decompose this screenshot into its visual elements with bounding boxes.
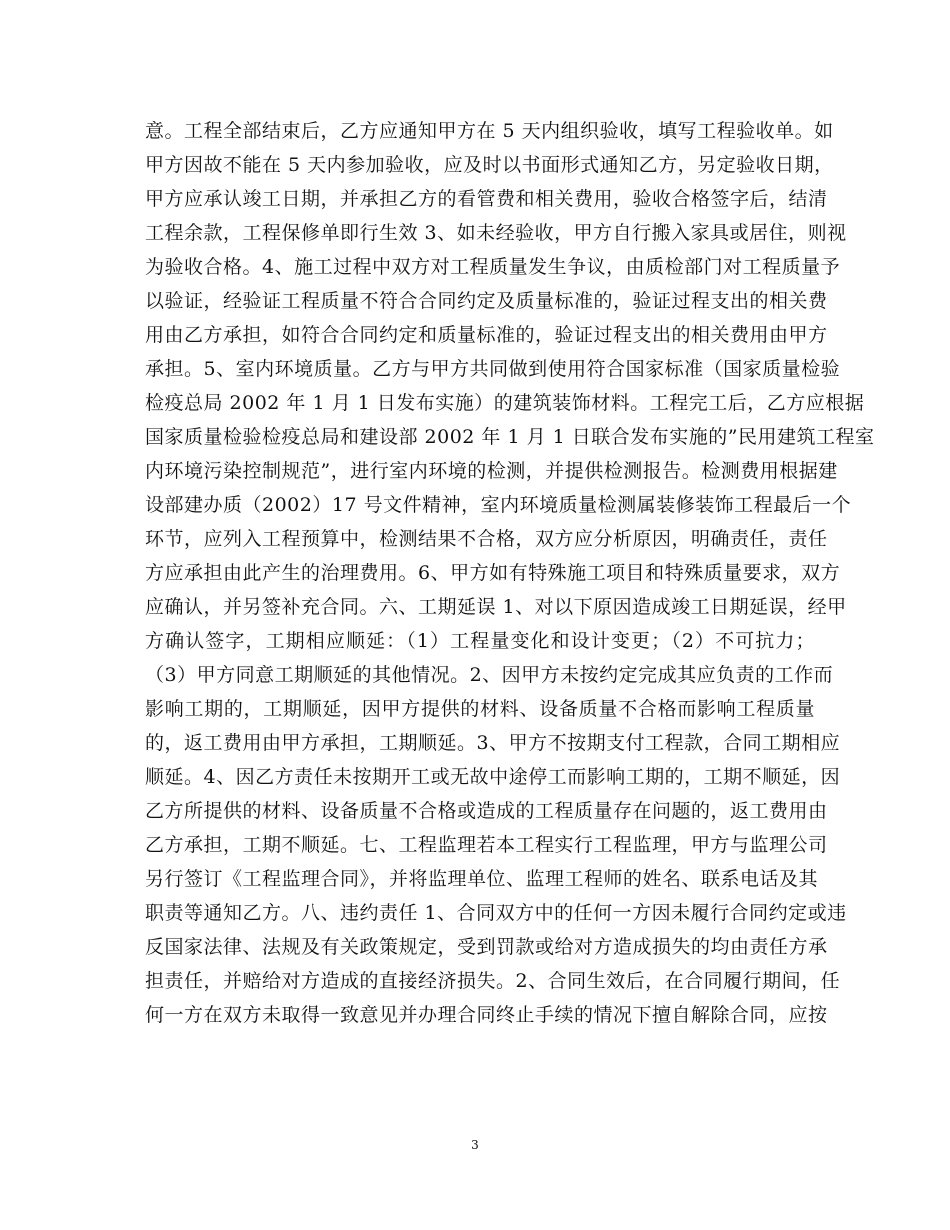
- text-line: 另行签订《工程监理合同》，并将监理单位、监理工程师的姓名、联系电话及其: [145, 868, 819, 890]
- text-line: 乙方所提供的材料、设备质量不合格或造成的工程质量存在问题的，返工费用由: [145, 800, 828, 822]
- body-text: [145, 114, 875, 1032]
- text-line: 职责等通知乙方。八、违约责任 1、合同双方中的任何一方因未履行合同约定或违: [145, 902, 847, 924]
- text-line: 甲方因故不能在 5 天内参加验收，应及时以书面形式通知乙方，另定验收日期，: [145, 154, 834, 176]
- text-line: 影响工期的，工期顺延，因甲方提供的材料、设备质量不合格而影响工程质量: [145, 698, 815, 720]
- text-line: 担责任，并赔给对方造成的直接经济损失。2、合同生效后，在合同履行期间，任: [145, 970, 841, 992]
- text-line: 甲方应承认竣工日期，并承担乙方的看管费和相关费用，验收合格签字后，结清: [145, 188, 828, 210]
- text-line: 设部建办质（2002）17 号文件精神，室内环境质量检测属装修装饰工程最后一个: [145, 494, 852, 516]
- text-line: 乙方承担，工期不顺延。七、工程监理若本工程实行工程监理，甲方与监理公司: [145, 834, 828, 856]
- text-line: 意。工程全部结束后，乙方应通知甲方在 5 天内组织验收，填写工程验收单。如: [145, 120, 834, 142]
- text-line: 何一方在双方未取得一致意见并办理合同终止手续的情况下擅自解除合同，应按: [145, 1004, 828, 1026]
- page-number: 3: [471, 1138, 479, 1152]
- text-line: 为验收合格。4、施工过程中双方对工程质量发生争议，由质检部门对工程质量予: [145, 256, 841, 278]
- text-line: 工程余款，工程保修单即行生效 3、如未经验收，甲方自行搬入家具或居住，则视: [145, 222, 847, 244]
- text-line: 环节，应列入工程预算中，检测结果不合格，双方应分析原因，明确责任，责任: [145, 528, 828, 550]
- text-line: 顺延。4、因乙方责任未按期开工或无故中途停工而影响工期的，工期不顺延，因: [145, 766, 841, 788]
- text-line: 方应承担由此产生的治理费用。6、甲方如有特殊施工项目和特殊质量要求，双方: [145, 562, 841, 584]
- text-line: 国家质量检验检疫总局和建设部 2002 年 1 月 1 日联合发布实施的”民用建筑工程室: [145, 426, 875, 448]
- text-line: 以验证，经验证工程质量不符合合同约定及质量标准的，验证过程支出的相关费: [145, 290, 828, 312]
- text-line: 检疫总局 2002 年 1 月 1 日发布实施）的建筑装饰材料。工程完工后，乙方应根据: [145, 392, 865, 414]
- text-line: 用由乙方承担，如符合合同约定和质量标准的，验证过程支出的相关费用由甲方: [145, 324, 828, 346]
- text-line: 方确认签字，工期相应顺延：（1）工程量变化和设计变更；（2）不可抗力；: [145, 630, 815, 652]
- text-line: 内环境污染控制规范”，进行室内环境的检测，并提供检测报告。检测费用根据建: [145, 460, 838, 482]
- text-line: 承担。5、室内环境质量。乙方与甲方共同做到使用符合国家标准（国家质量检验: [145, 358, 841, 380]
- text-line: （3）甲方同意工期顺延的其他情况。2、因甲方未按约定完成其应负责的工作而: [145, 664, 834, 686]
- text-line: 的，返工费用由甲方承担，工期顺延。3、甲方不按期支付工程款，合同工期相应: [145, 732, 841, 754]
- text-line: 应确认，并另签补充合同。六、工期延误 1、对以下原因造成竣工日期延误，经甲: [145, 596, 847, 618]
- text-line: 反国家法律、法规及有关政策规定，受到罚款或给对方造成损失的均由责任方承: [145, 936, 828, 958]
